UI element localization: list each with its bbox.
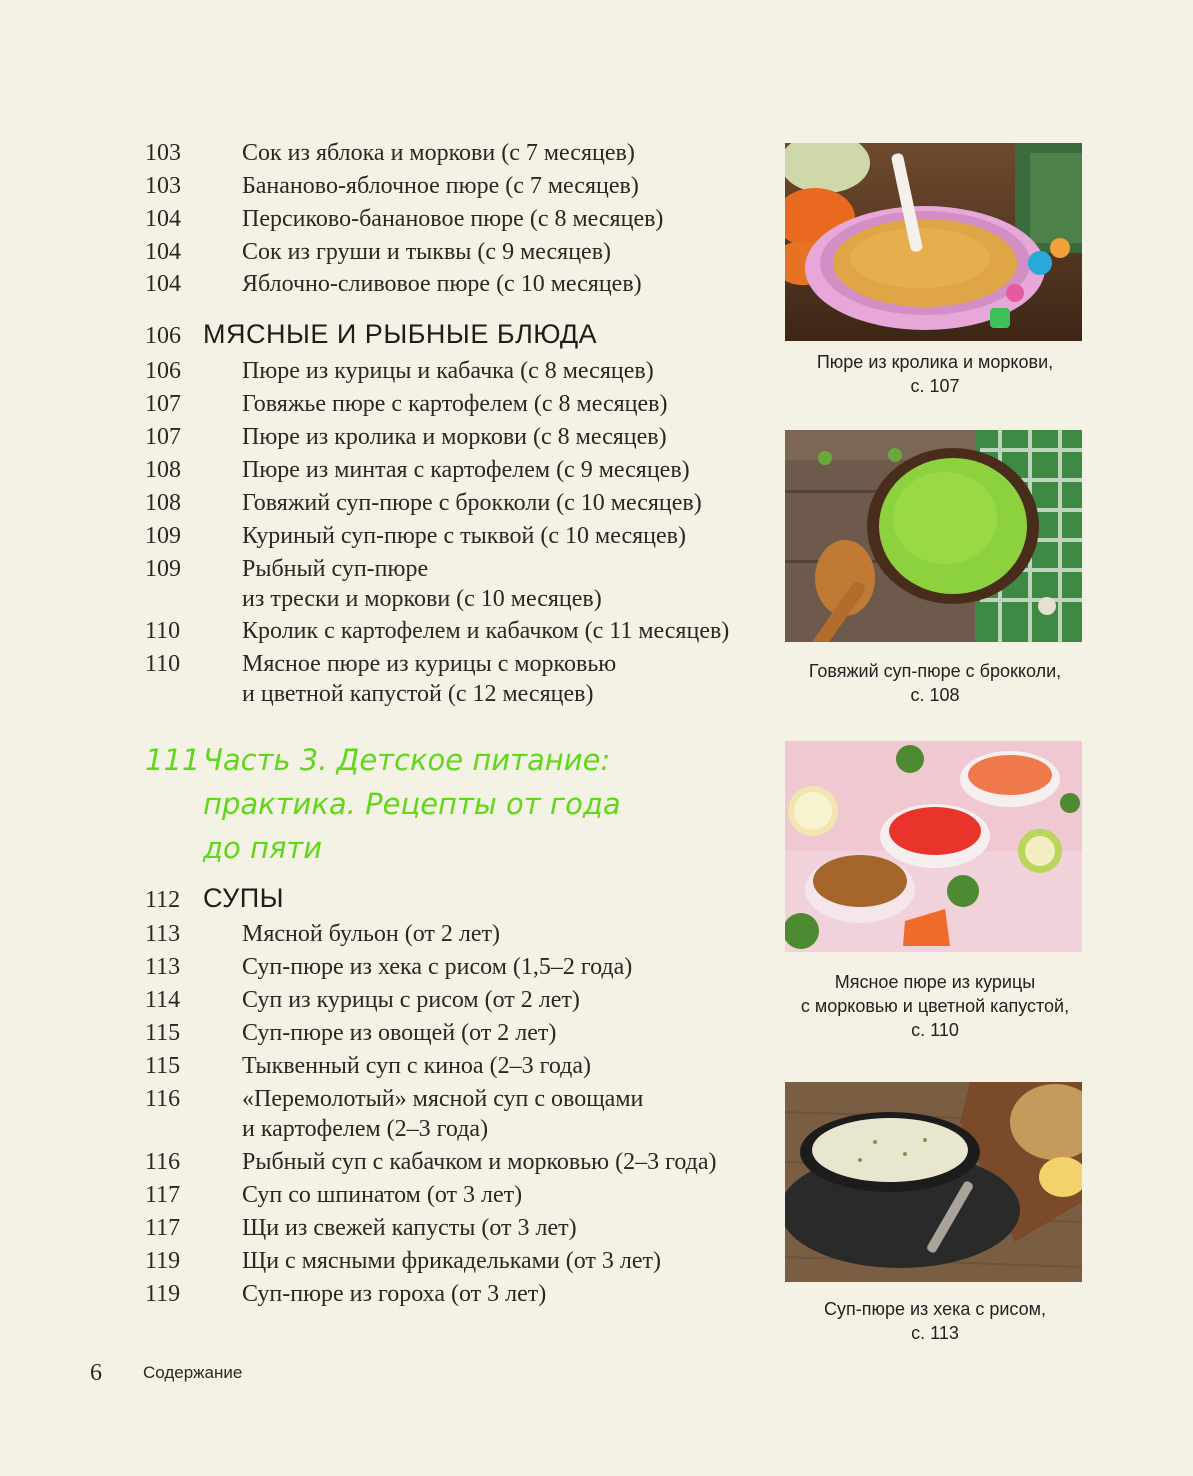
toc-page-number: 119: [145, 1281, 181, 1307]
toc-entry-title: [242, 1083, 643, 1145]
caption-line: с. 110: [911, 1020, 959, 1040]
toc-entry-title: Тыквенный суп с киноа (2–3 года): [242, 1053, 591, 1079]
toc-page-number: 115: [145, 1053, 181, 1079]
toc-entry-title: Суп-пюре из хека с рисом (1,5–2 года): [242, 954, 633, 980]
toc-page-number: 106: [145, 323, 181, 349]
caption-line: Говяжий суп-пюре с брокколи,: [808, 661, 1062, 681]
toc-page-number: 104: [145, 271, 181, 297]
toc-entry-title: Пюре из курицы и кабачка (с 8 месяцев): [242, 358, 654, 384]
toc-entry-title: Кролик с картофелем и кабачком (с 11 месяцев): [242, 618, 730, 644]
photo-caption: [770, 350, 1100, 398]
toc-page-number: 107: [145, 391, 181, 417]
caption-line: Суп-пюре из хека с рисом,: [823, 1299, 1047, 1319]
photo-chicken-carrot-puree: [785, 741, 1082, 952]
toc-entry-title: Персиково-банановое пюре (с 8 месяцев): [242, 206, 664, 232]
toc-page-number: 117: [145, 1215, 181, 1241]
caption-line: с. 108: [910, 685, 960, 705]
toc-page-number: 109: [145, 523, 181, 549]
toc-entry-title-line: «Перемолотый» мясной суп с овощами: [242, 1086, 644, 1112]
toc-entry-title: Пюре из минтая с картофелем (с 9 месяцев): [242, 457, 690, 483]
toc-entry-title: [242, 553, 602, 615]
part-title-line: Часть 3. Детское питание:: [203, 743, 611, 777]
toc-page-number: 109: [145, 556, 181, 582]
toc-entry-title: Куриный суп-пюре с тыквой (с 10 месяцев): [242, 523, 686, 549]
toc-page-number: 108: [145, 457, 181, 483]
toc-page-number: 117: [145, 1182, 181, 1208]
toc-page-number: 108: [145, 490, 181, 516]
toc-entry-title: Яблочно-сливовое пюре (с 10 месяцев): [242, 271, 642, 297]
toc-page-number: 107: [145, 424, 181, 450]
page-number: 6: [90, 1360, 102, 1386]
section-title: МЯСНЫЕ И РЫБНЫЕ БЛЮДА: [203, 319, 598, 349]
toc-page-number: 110: [145, 618, 181, 644]
photo-broccoli-soup: [785, 430, 1082, 642]
toc-entry-title: Щи с мясными фрикадельками (от 3 лет): [242, 1248, 661, 1274]
toc-entry-title: Бананово-яблочное пюре (с 7 месяцев): [242, 173, 639, 199]
toc-page-number: 112: [145, 887, 181, 913]
toc-page-number: 115: [145, 1020, 181, 1046]
photo-illustration: [785, 143, 1082, 341]
part-title-line: практика. Рецепты от года: [203, 787, 621, 821]
toc-entry-title: Суп со шпинатом (от 3 лет): [242, 1182, 523, 1208]
toc-entry-title-line: Рыбный суп-пюре: [242, 556, 429, 582]
toc-entry-title: Сок из яблока и моркови (с 7 месяцев): [242, 140, 635, 166]
toc-entry-title-line: Мясное пюре из курицы с морковью: [242, 651, 617, 677]
caption-line: с. 107: [910, 376, 960, 396]
part-title: [203, 738, 723, 870]
toc-entry-title: Суп-пюре из овощей (от 2 лет): [242, 1020, 557, 1046]
toc-entry-title: Щи из свежей капусты (от 3 лет): [242, 1215, 577, 1241]
toc-entry-title: Говяжье пюре с картофелем (с 8 месяцев): [242, 391, 668, 417]
toc-entry-title: Мясной бульон (от 2 лет): [242, 921, 500, 947]
photo-illustration: [785, 741, 1082, 952]
toc-entry-title: Говяжий суп-пюре с брокколи (с 10 месяцев): [242, 490, 702, 516]
toc-entry-title-line: и цветной капустой (с 12 месяцев): [242, 681, 594, 707]
toc-entry-title: Суп-пюре из гороха (от 3 лет): [242, 1281, 547, 1307]
toc-entry-title: Пюре из кролика и моркови (с 8 месяцев): [242, 424, 667, 450]
toc-entry-title: Сок из груши и тыквы (с 9 месяцев): [242, 239, 612, 265]
toc-page-number: 110: [145, 651, 181, 677]
toc-page-number: 106: [145, 358, 181, 384]
toc-page-number: 104: [145, 239, 181, 265]
toc-page-number: 103: [145, 173, 181, 199]
caption-line: с морковью и цветной капустой,: [800, 996, 1070, 1016]
toc-page-number: 103: [145, 140, 181, 166]
caption-line: с. 113: [911, 1323, 959, 1343]
toc-entry-title-line: и картофелем (2–3 года): [242, 1116, 489, 1142]
toc-page-number: 119: [145, 1248, 181, 1274]
photo-caption: [770, 659, 1100, 707]
part-page-number: 111: [145, 743, 201, 777]
toc-entry-title: [242, 648, 616, 710]
part-title-line: до пяти: [203, 831, 323, 865]
toc-page-number: 114: [145, 987, 181, 1013]
photo-illustration: [785, 430, 1082, 642]
toc-page-number: 116: [145, 1149, 181, 1175]
toc-page-number: 104: [145, 206, 181, 232]
toc-page-number: 113: [145, 921, 181, 947]
photo-caption: [770, 970, 1100, 1042]
toc-entry-title-line: из трески и моркови (с 10 месяцев): [242, 586, 602, 612]
photo-rabbit-carrot-puree: [785, 143, 1082, 341]
toc-entry-title: Суп из курицы с рисом (от 2 лет): [242, 987, 580, 1013]
toc-page-number: 116: [145, 1086, 181, 1112]
photo-hake-rice-soup: [785, 1082, 1082, 1282]
photo-illustration: [785, 1082, 1082, 1282]
photo-caption: [770, 1297, 1100, 1345]
running-footer-label: Содержание: [143, 1363, 243, 1382]
caption-line: Мясное пюре из курицы: [834, 972, 1036, 992]
toc-entry-title: Рыбный суп с кабачком и морковью (2–3 года): [242, 1149, 717, 1175]
section-title: СУПЫ: [203, 883, 285, 913]
caption-line: Пюре из кролика и моркови,: [816, 352, 1054, 372]
toc-page-number: 113: [145, 954, 181, 980]
